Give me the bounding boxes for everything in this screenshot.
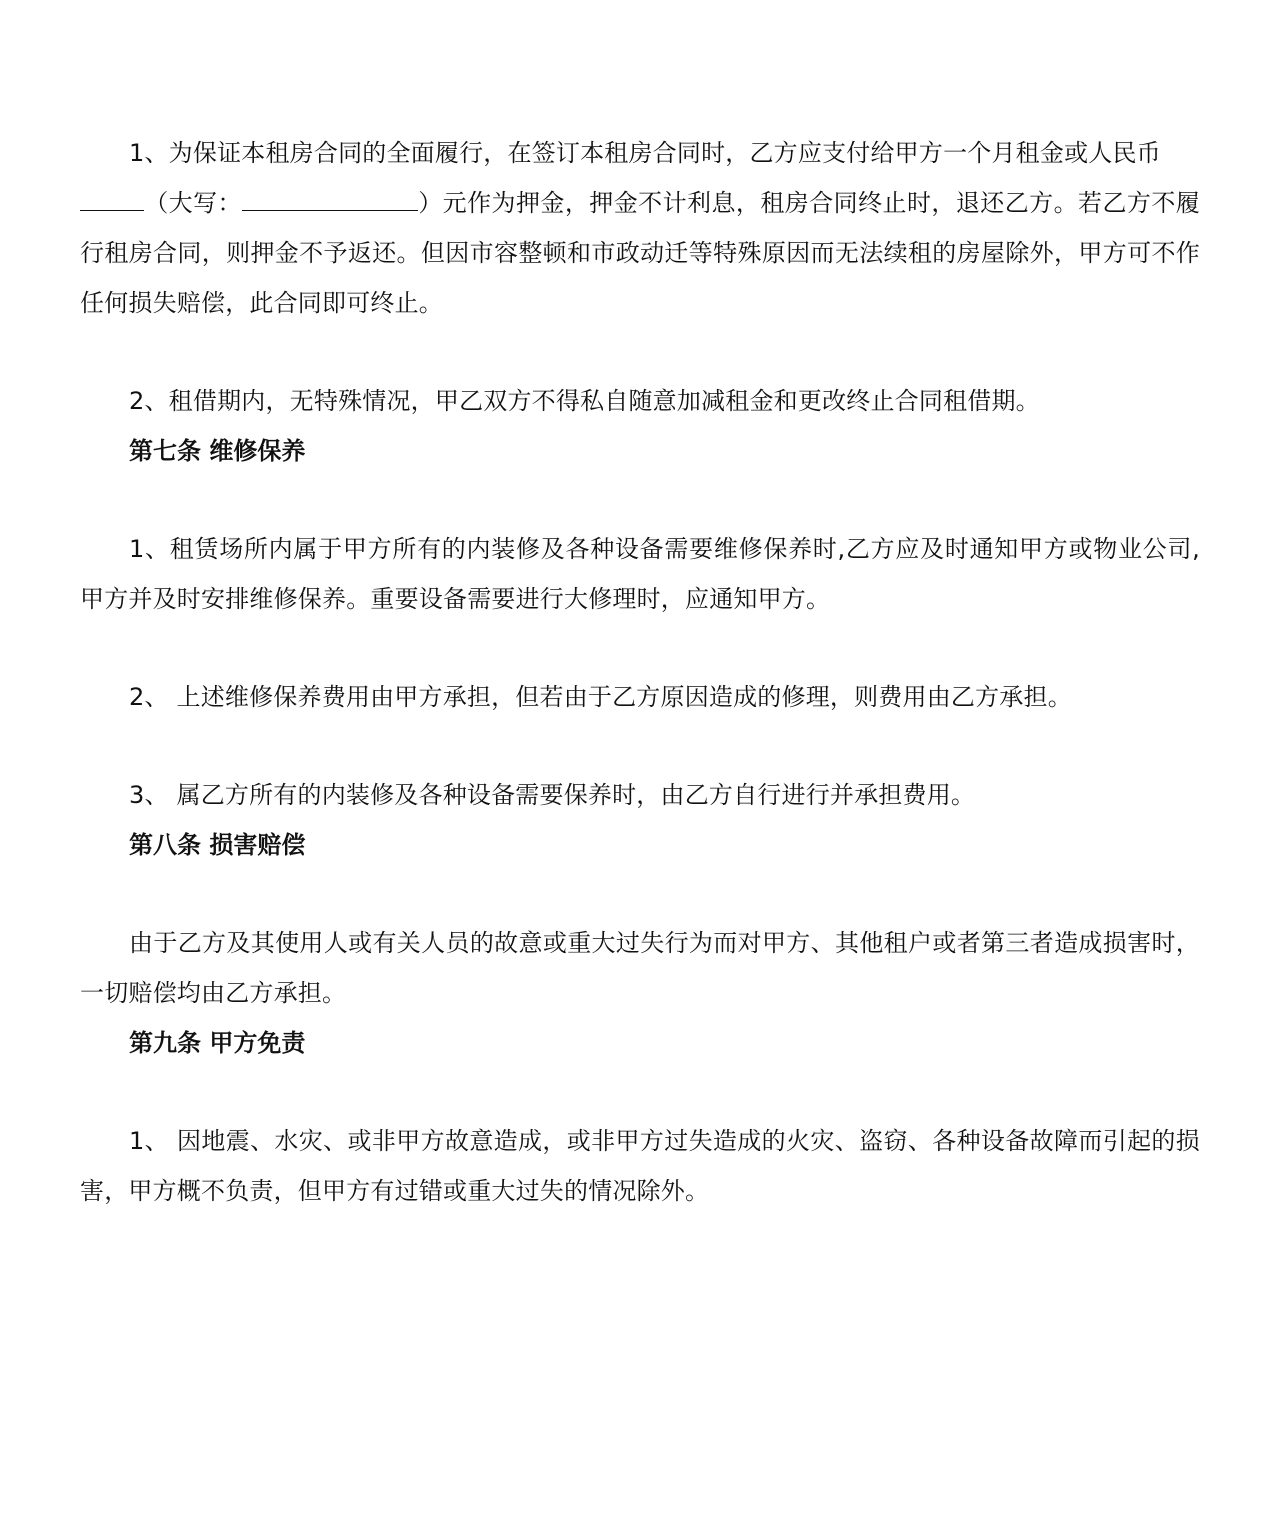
deposit-clause-text-3: ）元作为押金，押金不计利息，租房合同终止时，退还乙方。若乙方不履行租房合同，则押金不予返还。但因市容整顿和市政动迁等特殊原因而无法续租的房屋除外，甲方可不作任何损失赔偿，此合同即可终止。 (80, 189, 1200, 317)
deposit-clause-text-1: 1、为保证本租房合同的全面履行，在签订本租房合同时，乙方应支付给甲方一个月租金或人民币 (129, 139, 1161, 167)
maintenance-clause-3: 3、 属乙方所有的内装修及各种设备需要保养时，由乙方自行进行并承担费用。 (129, 781, 976, 809)
damage-compensation-clause: 由于乙方及其使用人或有关人员的故意或重大过失行为而对甲方、其他租户或者第三者造成损害时，一切赔偿均由乙方承担。 (80, 929, 1200, 1007)
article-8-heading: 第八条 损害赔偿 (129, 831, 306, 859)
article-9-heading: 第九条 甲方免责 (129, 1029, 306, 1057)
maintenance-clause-1: 1、租赁场所内属于甲方所有的内装修及各种设备需要维修保养时,乙方应及时通知甲方或物业公司,甲方并及时安排维修保养。重要设备需要进行大修理时，应通知甲方。 (80, 535, 1200, 613)
deposit-amount-blank (80, 188, 144, 211)
maintenance-clause-2: 2、 上述维修保养费用由甲方承担，但若由于乙方原因造成的修理，则费用由乙方承担。 (129, 683, 1072, 711)
document-page (80, 128, 1200, 1216)
deposit-amount-uppercase-blank (242, 188, 418, 211)
deposit-clause (80, 128, 1200, 328)
article-7-heading: 第七条 维修保养 (129, 437, 306, 465)
rent-period-clause: 2、租借期内，无特殊情况，甲乙双方不得私自随意加减租金和更改终止合同租借期。 (129, 387, 1040, 415)
deposit-clause-text-2: （大写： (144, 189, 242, 217)
exemption-clause-1: 1、 因地震、水灾、或非甲方故意造成，或非甲方过失造成的火灾、盗窃、各种设备故障而引起的损害，甲方概不负责，但甲方有过错或重大过失的情况除外。 (80, 1127, 1200, 1205)
